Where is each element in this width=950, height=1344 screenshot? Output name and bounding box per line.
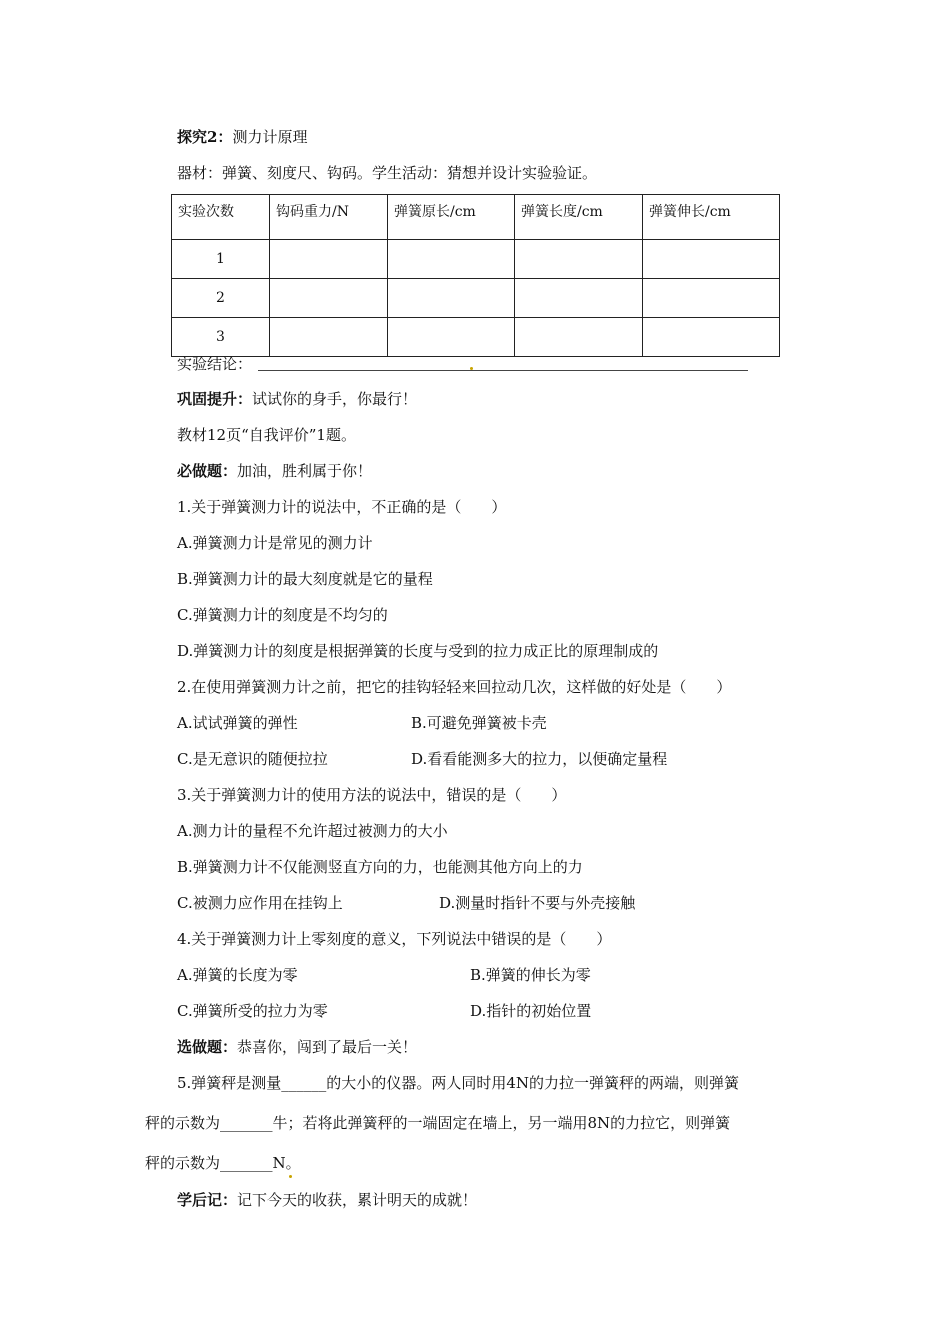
question-1-option-b: B.弹簧测力计的最大刻度就是它的量程 (177, 570, 433, 588)
table-cell[interactable] (643, 240, 780, 279)
table-header-cell: 弹簧原长/cm (388, 195, 515, 240)
experiment-table (171, 194, 780, 357)
question-5-line-2: 秤的示数为_______牛；若将此弹簧秤的一端固定在墙上，另一端用8N的力拉它，则弹簧 (145, 1114, 731, 1132)
table-header-cell: 弹簧伸长/cm (643, 195, 780, 240)
table-cell[interactable] (270, 240, 388, 279)
trial-number-cell: 1 (172, 240, 270, 279)
after-class-heading (177, 1190, 477, 1210)
explore-heading (177, 127, 307, 147)
question-2-option-d: D.看看能测多大的拉力，以便确定量程 (411, 750, 668, 768)
table-cell[interactable] (388, 318, 515, 357)
question-3-option-b: B.弹簧测力计不仅能测竖直方向的力，也能测其他方向上的力 (177, 858, 583, 876)
table-header-cell: 实验次数 (172, 195, 270, 240)
question-5-line-3: 秤的示数为_______N。 (145, 1154, 301, 1172)
question-4-stem: 4.关于弹簧测力计上零刻度的意义，下列说法中错误的是（ ） (177, 930, 612, 948)
question-2-stem: 2.在使用弹簧测力计之前，把它的挂钩轻轻来回拉动几次，这样做的好处是（ ） (177, 678, 732, 696)
table-header-cell: 钩码重力/N (270, 195, 388, 240)
materials-line: 器材：弹簧、刻度尺、钩码。学生活动：猜想并设计实验验证。 (177, 164, 598, 182)
marker-dot (289, 1175, 292, 1178)
conclusion-label: 实验结论： (177, 355, 253, 373)
table-row (172, 240, 780, 279)
required-label: 必做题： (177, 462, 238, 480)
required-heading (177, 461, 372, 481)
table-cell[interactable] (643, 318, 780, 357)
table-cell[interactable] (643, 279, 780, 318)
question-1-option-c: C.弹簧测力计的刻度是不均匀的 (177, 606, 388, 624)
table-cell[interactable] (270, 279, 388, 318)
question-2-option-b: B.可避免弹簧被卡壳 (411, 714, 547, 732)
conclusion-blank[interactable] (258, 370, 748, 371)
question-4-option-b: B.弹簧的伸长为零 (470, 966, 591, 984)
question-1-stem: 1.关于弹簧测力计的说法中，不正确的是（ ） (177, 498, 507, 516)
table-cell[interactable] (515, 240, 643, 279)
question-2-option-a: A.试试弹簧的弹性 (177, 714, 298, 732)
explore-heading-text: 测力计原理 (232, 128, 308, 146)
optional-heading (177, 1037, 417, 1057)
question-3-stem: 3.关于弹簧测力计的使用方法的说法中，错误的是（ ） (177, 786, 567, 804)
question-4-option-a: A.弹簧的长度为零 (177, 966, 298, 984)
table-row (172, 318, 780, 357)
table-header-row (172, 195, 780, 240)
optional-label: 选做题： (177, 1038, 238, 1056)
table-cell[interactable] (388, 240, 515, 279)
trial-number-cell: 3 (172, 318, 270, 357)
optional-text: 恭喜你，闯到了最后一关！ (237, 1038, 418, 1056)
question-5-line-1: 5.弹簧秤是测量______的大小的仪器。两人同时用4N的力拉一弹簧秤的两端，则弹簧 (177, 1074, 739, 1092)
question-1-option-a: A.弹簧测力计是常见的测力计 (177, 534, 373, 552)
table-header-cell: 弹簧长度/cm (515, 195, 643, 240)
after-class-label: 学后记： (177, 1191, 238, 1209)
question-3-option-a: A.测力计的量程不允许超过被测力的大小 (177, 822, 448, 840)
consolidate-text: 试试你的身手，你最行！ (252, 390, 418, 408)
consolidate-label: 巩固提升： (177, 390, 253, 408)
question-4-option-c: C.弹簧所受的拉力为零 (177, 1002, 328, 1020)
after-class-text: 记下今天的收获，累计明天的成就！ (237, 1191, 478, 1209)
table-cell[interactable] (388, 279, 515, 318)
consolidate-heading (177, 389, 417, 409)
marker-dot (470, 367, 473, 370)
required-text: 加油，胜利属于你！ (237, 462, 373, 480)
table-row (172, 279, 780, 318)
table-cell[interactable] (270, 318, 388, 357)
question-3-option-d: D.测量时指针不要与外壳接触 (439, 894, 636, 912)
explore-heading-label: 探究2： (177, 128, 233, 146)
question-2-option-c: C.是无意识的随便拉拉 (177, 750, 328, 768)
table-cell[interactable] (515, 279, 643, 318)
table-cell[interactable] (515, 318, 643, 357)
textbook-line: 教材12页“自我评价”1题。 (177, 426, 356, 444)
question-4-option-d: D.指针的初始位置 (470, 1002, 592, 1020)
question-1-option-d: D.弹簧测力计的刻度是根据弹簧的长度与受到的拉力成正比的原理制成的 (177, 642, 659, 660)
question-3-option-c: C.被测力应作用在挂钩上 (177, 894, 343, 912)
trial-number-cell: 2 (172, 279, 270, 318)
